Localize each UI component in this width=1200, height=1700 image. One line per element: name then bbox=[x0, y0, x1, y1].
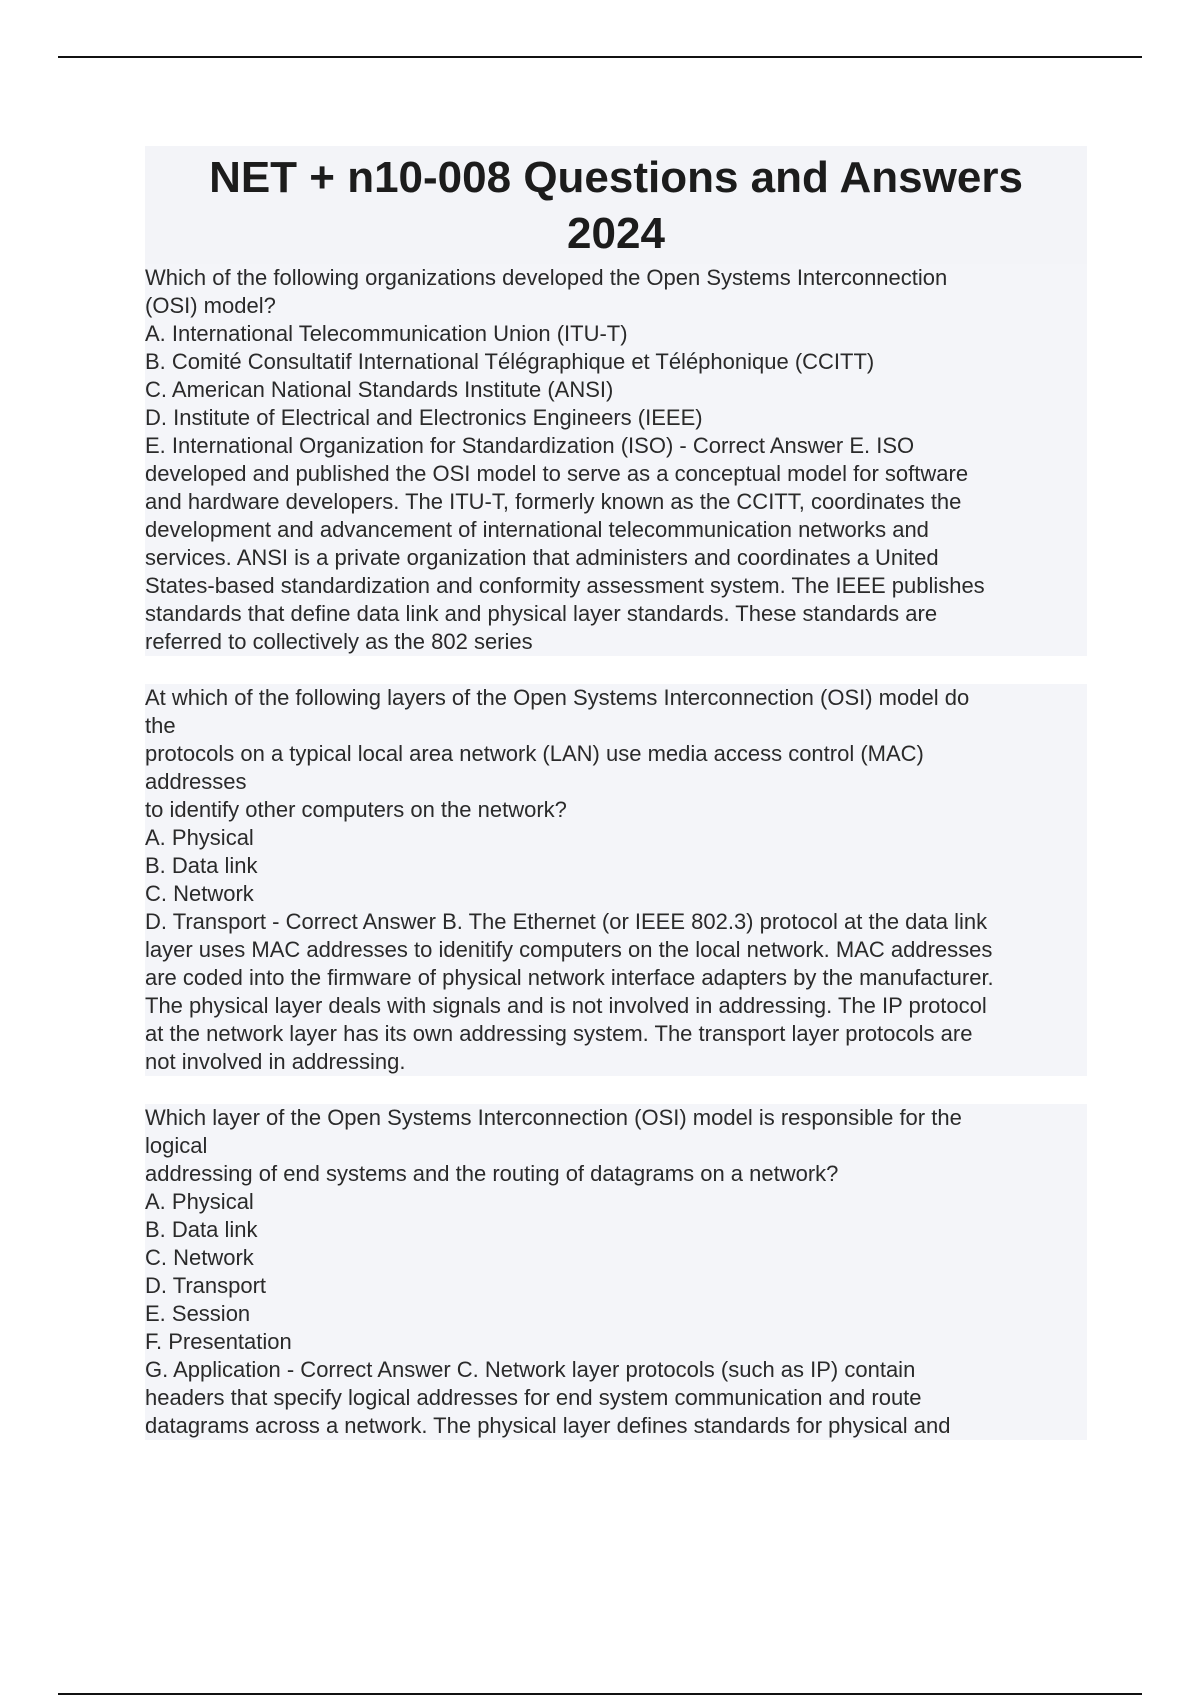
explanation-line: and hardware developers. The ITU-T, formerly known as the CCITT, coordinates the bbox=[145, 489, 962, 514]
question-text-line: Which layer of the Open Systems Interconnection (OSI) model is responsible for the bbox=[145, 1105, 962, 1130]
question-text-line: to identify other computers on the network? bbox=[145, 797, 567, 822]
answer-option: B. Data link bbox=[145, 1217, 258, 1242]
question-text-line: logical bbox=[145, 1133, 208, 1158]
title-line: NET + n10-008 Questions and Answers bbox=[209, 153, 1023, 202]
question-text-line: addressing of end systems and the routing of datagrams on a network? bbox=[145, 1161, 839, 1186]
answer-option: E. Session bbox=[145, 1301, 251, 1326]
explanation-line: layer uses MAC addresses to idenitify computers on the local network. MAC addresses bbox=[145, 937, 993, 962]
answer-option: B. Comité Consultatif International Télégraphique et Téléphonique (CCITT) bbox=[145, 349, 875, 374]
explanation-line: States-based standardization and conformity assessment system. The IEEE publishes bbox=[145, 573, 985, 598]
answer-option: F. Presentation bbox=[145, 1329, 292, 1354]
question-text-line: addresses bbox=[145, 769, 247, 794]
question-block bbox=[145, 264, 1087, 656]
explanation-line: at the network layer has its own addressing system. The transport layer protocols are bbox=[145, 1021, 973, 1046]
answer-option: A. International Telecommunication Union (ITU-T) bbox=[145, 321, 628, 346]
question-spacer bbox=[145, 1076, 1087, 1104]
header-rule bbox=[58, 56, 1142, 58]
answer-option: A. Physical bbox=[145, 1189, 254, 1214]
answer-option: D. Transport bbox=[145, 1273, 267, 1298]
explanation-line: The physical layer deals with signals and is not involved in addressing. The IP protocol bbox=[145, 993, 987, 1018]
question-text-line: the bbox=[145, 713, 176, 738]
question-spacer bbox=[145, 656, 1087, 684]
explanation-line: development and advancement of international telecommunication networks and bbox=[145, 517, 929, 542]
explanation-line: not involved in addressing. bbox=[145, 1049, 406, 1074]
explanation-line: headers that specify logical addresses for end system communication and route bbox=[145, 1385, 922, 1410]
answer-option: E. International Organization for Standardization (ISO) - Correct Answer E. ISO bbox=[145, 433, 915, 458]
question-block bbox=[145, 1104, 1087, 1440]
explanation-line: standards that define data link and physical layer standards. These standards are bbox=[145, 601, 938, 626]
document-page bbox=[145, 146, 1087, 1440]
explanation-line: referred to collectively as the 802 series bbox=[145, 629, 533, 654]
title-line: 2024 bbox=[567, 209, 665, 258]
answer-option: C. American National Standards Institute (ANSI) bbox=[145, 377, 614, 402]
answer-option: C. Network bbox=[145, 881, 254, 906]
answer-option: G. Application - Correct Answer C. Network layer protocols (such as IP) contain bbox=[145, 1357, 916, 1382]
question-list bbox=[145, 264, 1087, 1440]
footer-rule bbox=[58, 1693, 1142, 1695]
answer-option: D. Transport - Correct Answer B. The Ethernet (or IEEE 802.3) protocol at the data link bbox=[145, 909, 988, 934]
question-block bbox=[145, 684, 1087, 1076]
question-text-line: Which of the following organizations developed the Open Systems Interconnection bbox=[145, 265, 948, 290]
explanation-line: developed and published the OSI model to serve as a conceptual model for software bbox=[145, 461, 969, 486]
document-title bbox=[145, 146, 1087, 264]
answer-option: D. Institute of Electrical and Electronics Engineers (IEEE) bbox=[145, 405, 703, 430]
explanation-line: datagrams across a network. The physical layer defines standards for physical and bbox=[145, 1413, 951, 1438]
explanation-line: are coded into the firmware of physical network interface adapters by the manufacturer. bbox=[145, 965, 994, 990]
answer-option: C. Network bbox=[145, 1245, 254, 1270]
question-text-line: protocols on a typical local area network (LAN) use media access control (MAC) bbox=[145, 741, 924, 766]
question-text-line: (OSI) model? bbox=[145, 293, 276, 318]
answer-option: B. Data link bbox=[145, 853, 258, 878]
question-text-line: At which of the following layers of the Open Systems Interconnection (OSI) model do bbox=[145, 685, 970, 710]
answer-option: A. Physical bbox=[145, 825, 254, 850]
explanation-line: services. ANSI is a private organization that administers and coordinates a United bbox=[145, 545, 939, 570]
